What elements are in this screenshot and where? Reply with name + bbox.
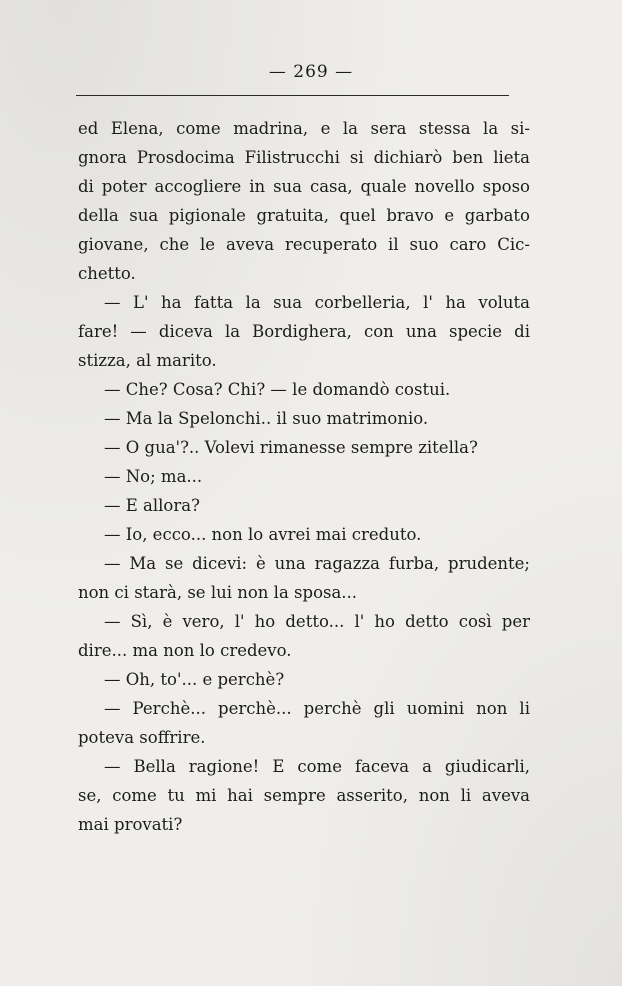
header-rule <box>76 95 509 96</box>
text-line: giovane, che le aveva recuperato il suo caro Cic- <box>78 235 530 254</box>
text-line: — E allora? <box>104 496 200 515</box>
text-line: non ci starà, se lui non la sposa... <box>78 583 358 602</box>
text-line: di poter accogliere in sua casa, quale novello sposo <box>78 177 530 196</box>
text-line: dire... ma non lo credevo. <box>78 641 292 660</box>
text-line: — Che? Cosa? Chi? — le domandò costui. <box>104 380 451 399</box>
text-line: chetto. <box>78 264 136 283</box>
text-line: — Bella ragione! E come faceva a giudicarli, <box>104 757 530 776</box>
text-line: stizza, al marito. <box>78 351 217 370</box>
text-line: — Sì, è vero, l' ho detto... l' ho detto così per <box>104 612 530 631</box>
text-line: — Ma se dicevi: è una ragazza furba, prudente; <box>104 554 530 573</box>
text-line: — L' ha fatta la sua corbelleria, l' ha voluta <box>104 293 530 312</box>
text-line: se, come tu mi hai sempre asserito, non li aveva <box>78 786 530 805</box>
text-line: della sua pigionale gratuita, quel bravo e garbato <box>78 206 530 225</box>
text-line: poteva soffrire. <box>78 728 206 747</box>
text-line: gnora Prosdocima Filistrucchi si dichiarò ben lieta <box>78 148 530 167</box>
text-line: mai provati? <box>78 815 183 834</box>
text-line: — O gua'?.. Volevi rimanesse sempre zitella? <box>104 438 478 457</box>
text-line: — Perchè... perchè... perchè gli uomini non li <box>104 699 530 718</box>
body-text <box>78 114 530 839</box>
text-line: fare! — diceva la Bordighera, con una specie di <box>78 322 530 341</box>
text-line: — No; ma... <box>104 467 203 486</box>
text-line: — Ma la Spelonchi.. il suo matrimonio. <box>104 409 429 428</box>
page-number: — 269 — <box>268 62 354 82</box>
text-line: — Oh, to'... e perchè? <box>104 670 285 689</box>
text-line: — Io, ecco... non lo avrei mai creduto. <box>104 525 422 544</box>
text-line: ed Elena, come madrina, e la sera stessa la si- <box>78 119 530 138</box>
